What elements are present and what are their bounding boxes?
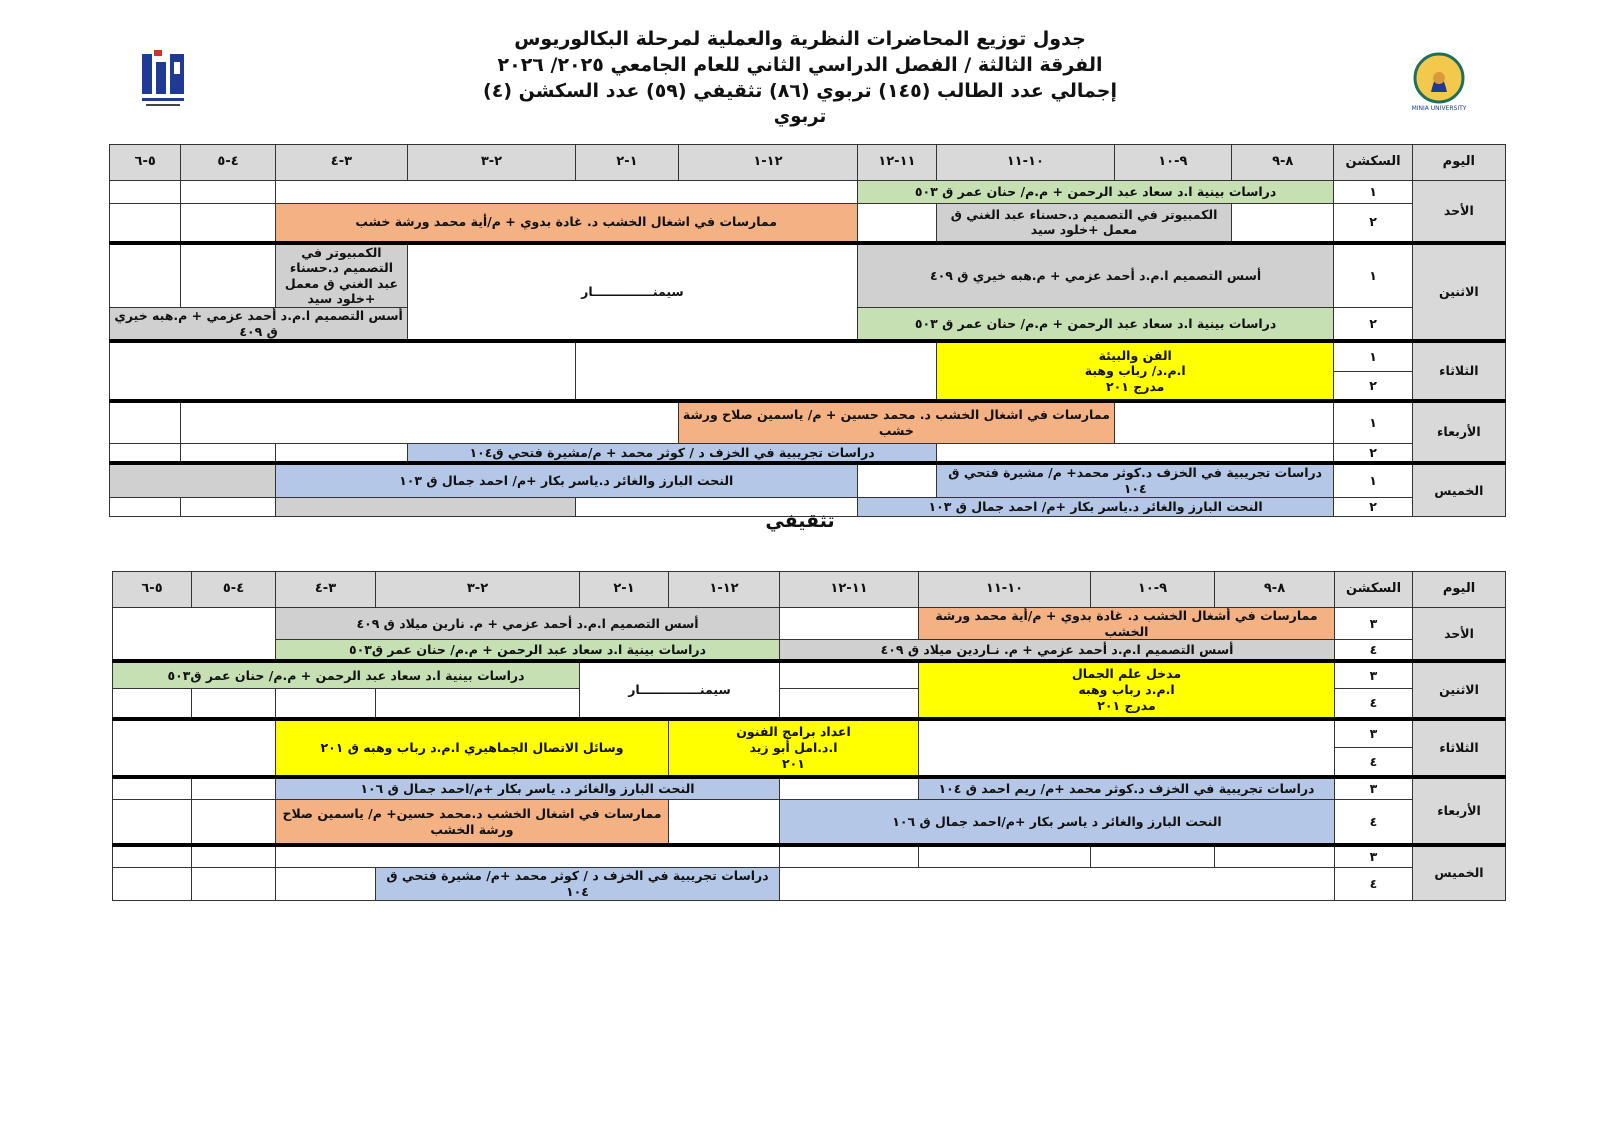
lecture-room: مدرج ٢٠١ [1106,379,1165,395]
empty-cell [276,868,376,900]
empty-cell [780,845,919,868]
empty-cell [780,608,919,640]
class-cell: دراسات بينية ا.د سعاد عبد الرحمن + م.م/ حنان عمر ق٥٠٣ [113,661,580,689]
university-logo-text: MINIA UNIVERSITY [1411,105,1467,112]
university-logo-icon [1408,50,1470,112]
empty-cell [113,689,192,719]
table-row [110,243,1506,308]
col-4-5: ٤-٥ [181,145,275,181]
col-12-1: ١٢-١ [669,572,780,608]
col-day: اليوم [1413,572,1506,608]
empty-cell [110,443,181,463]
lecture-room: مدرج ٢٠١ [1097,697,1156,713]
class-cell: دراسات تجريبية في الخزف د / كوثر محمد + م/مشيرة فتحي ق١٠٤ [408,443,937,463]
empty-cell [192,689,276,719]
table-row [113,800,1506,845]
lecture-instructor: ا.م.د رباب وهبه [1078,681,1175,697]
empty-cell [780,689,919,719]
table-row [110,463,1506,497]
col-5-6: ٥-٦ [113,572,192,608]
empty-cell [919,719,1335,777]
class-cell: دراسات بينية ا.د سعاد عبد الرحمن + م.م/ حنان عمر ق٥٠٣ [276,640,780,661]
empty-cell [181,443,275,463]
col-3-4: ٣-٤ [276,572,376,608]
col-11-12: ١١-١٢ [857,145,936,181]
class-cell: ممارسات في اشغال الخشب د. محمد حسين + م/ ياسمين صلاح ورشة خشب [679,401,1115,443]
class-cell: الكمبيوتر في التصميم د.حسناء عبد الغني ق معمل +خلود سيد [275,243,407,308]
empty-cell [181,181,275,204]
col-4-5: ٤-٥ [192,572,276,608]
section-cell: ١ [1334,463,1412,497]
day-wednesday: الأربعاء [1412,401,1505,463]
class-cell: دراسات تجريبية في الخزف د.كوثر محمد+ م/ مشيرة فتحي ق ١٠٤ [937,463,1334,497]
empty-cell [110,341,576,401]
empty-cell [113,800,192,845]
class-cell: دراسات بينية ا.د سعاد عبد الرحمن + م.م/ حنان عمر ق ٥٠٣ [857,308,1334,342]
class-cell: أسس التصميم ا.م.د أحمد عزمي + م.هبه خيري ق ٤٠٩ [110,308,408,342]
col-1-2: ١-٢ [580,572,669,608]
col-9-10: ٩-١٠ [1091,572,1215,608]
class-cell: دراسات تجريبية في الخزف د / كوثر محمد +م/ مشيرة فتحي ق ١٠٤ [376,868,780,900]
empty-cell [113,845,192,868]
empty-cell [276,689,376,719]
table-row [110,341,1506,371]
lecture-room: ٢٠١ [782,755,805,771]
section-cell: ٤ [1335,748,1413,777]
lecture-cell [937,341,1334,401]
col-section: السكشن [1334,145,1412,181]
empty-cell [181,243,275,308]
col-9-10: ٩-١٠ [1114,145,1231,181]
empty-cell [192,845,276,868]
empty-cell [575,341,936,401]
day-tuesday: الثلاثاء [1412,341,1505,401]
col-8-9: ٨-٩ [1215,572,1335,608]
section-cell: ٢ [1334,204,1412,243]
empty-cell [110,401,181,443]
day-thursday: الخميس [1412,463,1505,516]
day-monday: الاثنين [1413,661,1506,719]
section-cell: ١ [1334,341,1412,371]
day-sunday: الأحد [1413,608,1506,661]
class-cell: ممارسات في أشغال الخشب د. غادة بدوي + م/أية محمد ورشة الخشب [919,608,1335,640]
table-row [113,777,1506,800]
class-cell: النحت البارز والغائر د. ياسر بكار +م/احمد جمال ق ١٠٦ [276,777,780,800]
table-row [113,868,1506,900]
section-cell: ٤ [1335,689,1413,719]
col-10-11: ١٠-١١ [937,145,1115,181]
table-row [113,719,1506,748]
empty-cell [181,204,275,243]
empty-cell [275,443,407,463]
col-12-1: ١٢-١ [679,145,858,181]
faculty-logo-icon [140,48,188,110]
class-cell: النحت البارز والغائر د ياسر بكار +م/احمد جمال ق ١٠٦ [780,800,1335,845]
table-row [113,845,1506,868]
section-cell: ٢ [1334,308,1412,342]
empty-cell [113,719,276,777]
class-cell: ممارسات في اشغال الخشب د. غادة بدوي + م/أية محمد ورشة خشب [275,204,857,243]
section-cell: ١ [1334,181,1412,204]
schedule-table-tathqifi [112,571,1506,901]
section-cell: ٢ [1334,371,1412,401]
schedule-table-tarbawi [109,144,1506,517]
empty-cell [669,800,780,845]
empty-cell [181,401,679,443]
table-header-row [113,572,1506,608]
class-cell: أسس التصميم ا.م.د أحمد عزمي + م.هبه خيري ق ٤٠٩ [857,243,1334,308]
empty-cell [780,661,919,689]
class-cell: أسس التصميم ا.م.د أحمد عزمي + م. نارين ميلاد ق ٤٠٩ [276,608,780,640]
day-sunday: الأحد [1412,181,1505,243]
lecture-cell [669,719,919,777]
class-cell: دراسات تجريبية في الخزف د.كوثر محمد +م/ ريم احمد ق ١٠٤ [919,777,1335,800]
col-day: اليوم [1412,145,1505,181]
col-3-4: ٣-٤ [275,145,407,181]
section-cell: ٣ [1335,608,1413,640]
lecture-instructor: ا.م.د/ رباب وهبة [1084,363,1186,379]
lecture-instructor: ا.د.امل أبو زيد [749,739,838,755]
table-row [110,443,1506,463]
empty-cell [376,689,580,719]
empty-cell [110,204,181,243]
section-cell: ٣ [1335,845,1413,868]
class-cell: وسائل الاتصال الجماهيري ا.م.د رباب وهبه ق ٢٠١ [276,719,669,777]
day-monday: الاثنين [1412,243,1505,342]
section-cell: ١ [1334,401,1412,443]
empty-cell [192,800,276,845]
day-thursday: الخميس [1413,845,1506,900]
table-row [113,661,1506,689]
empty-cell [857,204,936,243]
empty-cell [113,777,192,800]
col-8-9: ٨-٩ [1232,145,1334,181]
empty-cell [275,181,857,204]
section-cell: ٤ [1335,640,1413,661]
seminar-cell: سيمنــــــــــــــار [580,661,780,719]
empty-cell [113,608,276,661]
col-11-12: ١١-١٢ [780,572,919,608]
empty-cell [919,845,1091,868]
section-title-tarbawi: تربوي [773,106,827,127]
empty-cell [1232,204,1334,243]
class-cell: النحت البارز والغائر د.ياسر بكار +م/ احمد جمال ق ١٠٣ [857,497,1334,516]
empty-cell [276,845,780,868]
class-cell: الكمبيوتر في التصميم د.حسناء عبد الغني ق معمل +خلود سيد [937,204,1232,243]
section-cell: ٣ [1335,777,1413,800]
lecture-title: مدخل علم الجمال [1071,666,1182,682]
lecture-title: الفن والبيئة [1098,347,1172,363]
empty-cell [192,868,276,900]
empty-cell [1091,845,1215,868]
section-cell: ١ [1334,243,1412,308]
table-row [110,181,1506,204]
day-wednesday: الأربعاء [1413,777,1506,845]
empty-cell [1215,845,1335,868]
empty-cell [113,868,192,900]
empty-cell [192,777,276,800]
col-2-3: ٢-٣ [376,572,580,608]
empty-cell [780,868,1335,900]
col-5-6: ٥-٦ [110,145,181,181]
lecture-cell [919,661,1335,719]
empty-cell [937,443,1334,463]
empty-cell [110,181,181,204]
section-title-tathqifi: تثقيفي [765,510,835,532]
section-cell: ٣ [1335,661,1413,689]
empty-cell [857,463,936,497]
empty-cell [780,777,919,800]
col-section: السكشن [1335,572,1413,608]
section-cell: ٤ [1335,868,1413,900]
schedule-subtitle: الفرقة الثالثة / الفصل الدراسي الثاني للعام الجامعي ٢٠٢٥/ ٢٠٢٦ [497,54,1103,76]
seminar-cell: سيمنــــــــــــــار [408,243,858,342]
class-cell: دراسات بينية ا.د سعاد عبد الرحمن + م.م/ حنان عمر ق ٥٠٣ [857,181,1334,204]
student-counts: إجمالي عدد الطالب (١٤٥) تربوي (٨٦) تثقيفي (٥٩) عدد السكشن (٤) [483,80,1117,102]
col-10-11: ١٠-١١ [919,572,1091,608]
class-cell: أسس التصميم ا.م.د أحمد عزمي + م. نـاردين ميلاد ق ٤٠٩ [780,640,1335,661]
table-row [113,640,1506,661]
col-2-3: ٢-٣ [408,145,576,181]
class-cell: النحت البارز والغائر د.ياسر بكار +م/ احمد جمال ق ١٠٣ [275,463,857,497]
class-cell: ممارسات في اشغال الخشب د.محمد حسين+ م/ ياسمين صلاح ورشة الخشب [276,800,669,845]
schedule-title: جدول توزيع المحاضرات النظرية والعملية لمرحلة البكالوريوس [514,28,1086,50]
table-row [110,204,1506,243]
section-cell: ٢ [1334,497,1412,516]
section-cell: ٤ [1335,800,1413,845]
col-1-2: ١-٢ [575,145,678,181]
section-cell: ٣ [1335,719,1413,748]
day-tuesday: الثلاثاء [1413,719,1506,777]
lecture-title: اعداد برامج الفنون [736,724,851,740]
table-row [113,608,1506,640]
table-header-row [110,145,1506,181]
empty-cell [110,243,181,308]
empty-cell [110,463,276,497]
section-cell: ٢ [1334,443,1412,463]
table-row [110,401,1506,443]
empty-cell [1114,401,1334,443]
